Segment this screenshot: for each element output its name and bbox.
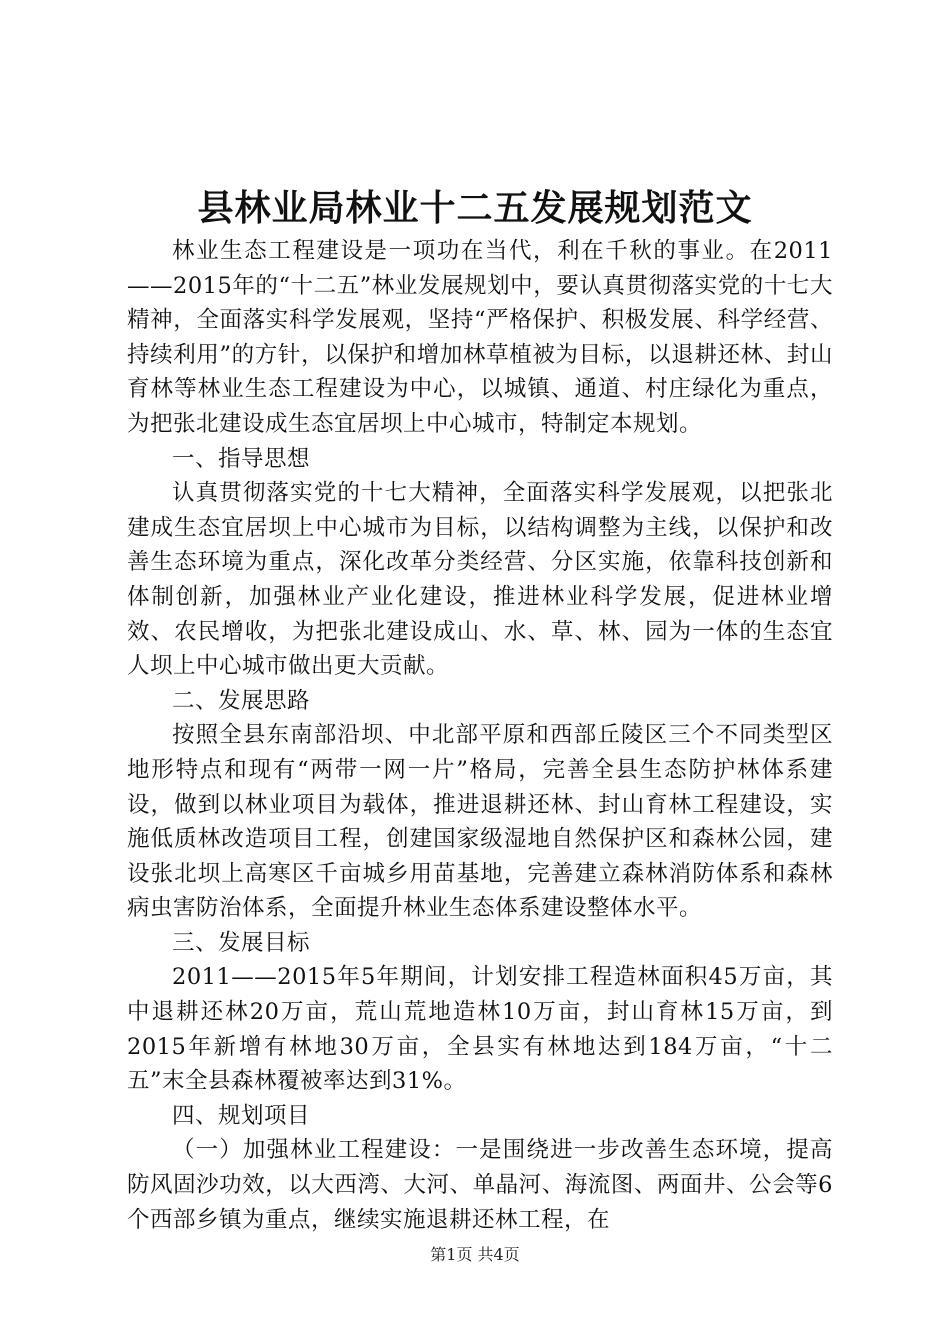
document-title: 县林业局林业十二五发展规划范文 [197,187,753,229]
planned-projects-paragraph: （一）加强林业工程建设：一是围绕进一步改善生态环境，提高防风固沙功效，以大西湾、大河、单晶河、海流图、两面井、公会等6个西部乡镇为重点，继续实施退耕还林工程，在 [127,1137,833,1233]
development-approach-paragraph: 按照全县东南部沿坝、中北部平原和西部丘陵区三个不同类型区地形特点和现有“两带一网一片”格局，完善全县生态防护林体系建设，做到以林业项目为载体，推进退耕还林、封山育林工程建设，实施低质林改造项目工程，创建国家级湿地自然保护区和森林公园，建设张北坝上高寒区千亩城乡用苗基地，完善建立森林消防体系和森林病虫害防治体系，全面提升林业生态体系建设整体水平。 [127,722,833,922]
development-goals-paragraph: 2011——2015年5年期间，计划安排工程造林面积45万亩，其中退耕还林20万亩，荒山荒地造林10万亩，封山育林15万亩，到2015年新增有林地30万亩，全县实有林地达到184万亩，“十二五”末全县森林覆被率达到31%。 [127,964,833,1095]
section-heading-guiding-ideology: 一、指导思想 [172,445,311,472]
section-heading-development-goals: 三、发展目标 [172,929,311,956]
intro-paragraph: 林业生态工程建设是一项功在当代，利在千秋的事业。在2011——2015年的“十二五”林业发展规划中，要认真贯彻落实党的十七大精神，全面落实科学发展观，坚持“严格保护、积极发展、科学经营、持续利用”的方针，以保护和增加林草植被为目标，以退耕还林、封山育林等林业生态工程建设为中心，以城镇、通道、村庄绿化为重点，为把张北建设成生态宜居坝上中心城市，特制定本规划。 [127,238,833,437]
guiding-ideology-paragraph: 认真贯彻落实党的十七大精神，全面落实科学发展观，以把张北建成生态宜居坝上中心城市为目标，以结构调整为主线，以保护和改善生态环境为重点，深化改革分类经营、分区实施，依靠科技创新和体制创新，加强林业产业化建设，推进林业科学发展，促进林业增效、农民增收，为把张北建设成山、水、草、林、园为一体的生态宜人坝上中心城市做出更大贡献。 [127,480,833,680]
section-heading-planned-projects: 四、规划项目 [172,1102,311,1129]
document-body [127,234,833,1237]
page-number-footer: 第1页 共4页 [430,1245,520,1264]
section-heading-development-approach: 二、发展思路 [172,687,311,714]
